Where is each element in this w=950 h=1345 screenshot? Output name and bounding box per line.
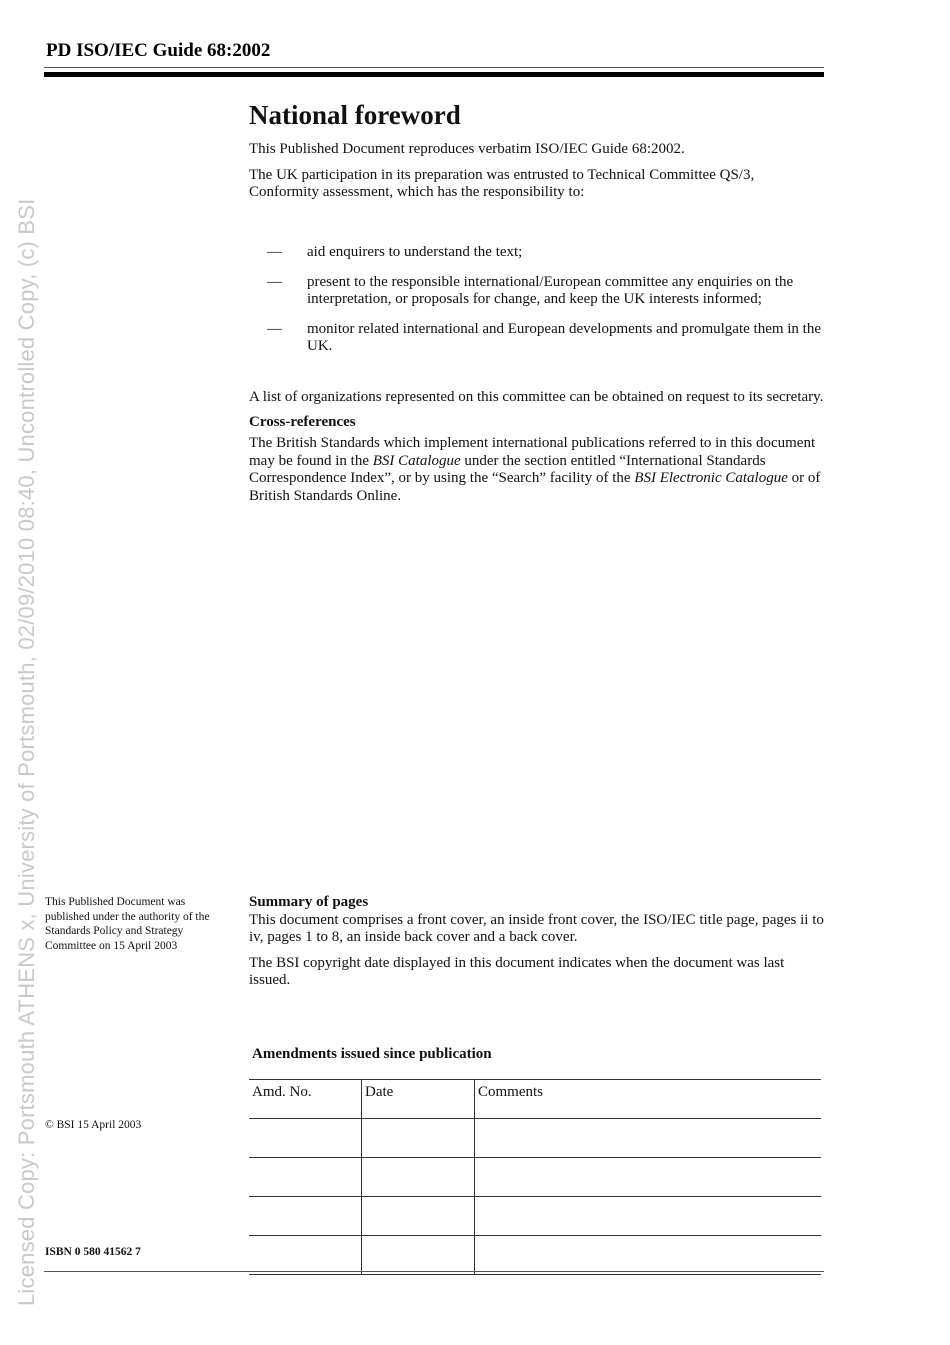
dash-marker: — — [267, 244, 282, 260]
table-cell — [249, 1197, 362, 1236]
isbn: ISBN 0 580 41562 7 — [45, 1246, 141, 1258]
copyright-line: © BSI 15 April 2003 — [45, 1119, 142, 1131]
foreword-para-3: A list of organizations represented on this committee can be obtained on request to its secretary. — [249, 389, 824, 405]
bsi-catalogue-title: BSI Catalogue — [372, 452, 461, 469]
list-item-text: monitor related international and European developments and promulgate them in the UK. — [307, 320, 822, 354]
amendments-heading: Amendments issued since publication — [252, 1046, 492, 1062]
column-header-comments: Comments — [475, 1080, 822, 1119]
table-row — [249, 1158, 821, 1197]
bsi-electronic-catalogue-title: BSI Electronic Catalogue — [634, 470, 788, 486]
header-rule-thick — [44, 72, 824, 77]
list-item — [249, 244, 825, 262]
amendments-table — [249, 1079, 821, 1275]
table-row — [249, 1236, 821, 1275]
summary-heading: Summary of pages — [249, 894, 369, 910]
responsibility-list — [249, 244, 825, 368]
authority-note: This Published Document was published under the authority of the Standards Policy and Strategy Committee on 15 April 2003 — [45, 896, 210, 952]
cross-references-text: The British Standards which implement international publications referred to in this document may be found in the BSI Catalogue under the section entitled “International Standards Correspondence Index”, or by using the “Search” facility of the BSI Electronic Catalogue or of British Standards Online. — [249, 435, 821, 504]
copyright-watermark: Licensed Copy: Portsmouth ATHENS x, University of Portsmouth, 02/09/2010 08:40, Uncontrolled Copy, (c) BSI — [14, 198, 39, 1306]
document-id: PD ISO/IEC Guide 68:2002 — [46, 40, 271, 61]
list-item-text: present to the responsible international/European committee any enquiries on the interpretation, or proposals for change, and keep the UK interests informed; — [307, 273, 794, 307]
header-rule-thin — [44, 67, 824, 68]
cross-references-heading: Cross-references — [249, 413, 356, 430]
summary-text-1: This document comprises a front cover, an inside front cover, the ISO/IEC title page, pages ii to iv, pages 1 to 8, an inside back cover and a back cover. — [249, 911, 824, 945]
table-cell — [249, 1158, 362, 1197]
foreword-para-1: This Published Document reproduces verbatim ISO/IEC Guide 68:2002. — [249, 141, 685, 157]
foreword-para-2: The UK participation in its preparation was entrusted to Technical Committee QS/3, Conformity assessment, which has the responsibility to: — [249, 166, 755, 200]
table-row — [249, 1197, 821, 1236]
footer-rule — [44, 1271, 824, 1272]
table-cell — [475, 1158, 822, 1197]
summary-text-2: The BSI copyright date displayed in this document indicates when the document was last issued. — [249, 954, 785, 988]
table-cell — [362, 1197, 475, 1236]
table-row — [249, 1119, 821, 1158]
list-item — [249, 321, 825, 356]
dash-marker: — — [267, 273, 282, 290]
foreword-intro — [249, 141, 825, 202]
table-cell — [362, 1158, 475, 1197]
table-cell — [475, 1119, 822, 1158]
list-item-text: aid enquirers to understand the text; — [307, 244, 523, 260]
table-cell — [362, 1236, 475, 1275]
summary-of-pages — [249, 894, 825, 990]
table-cell — [249, 1236, 362, 1275]
column-header-amd-no: Amd. No. — [249, 1080, 362, 1119]
table-header-row — [249, 1080, 821, 1119]
table-cell — [249, 1119, 362, 1158]
table-cell — [475, 1197, 822, 1236]
table-cell — [362, 1119, 475, 1158]
page-title: National foreword — [249, 100, 461, 130]
foreword-continued — [249, 389, 825, 505]
column-header-date: Date — [362, 1080, 475, 1119]
dash-marker: — — [267, 320, 282, 337]
table-cell — [475, 1236, 822, 1275]
list-item — [249, 274, 825, 309]
